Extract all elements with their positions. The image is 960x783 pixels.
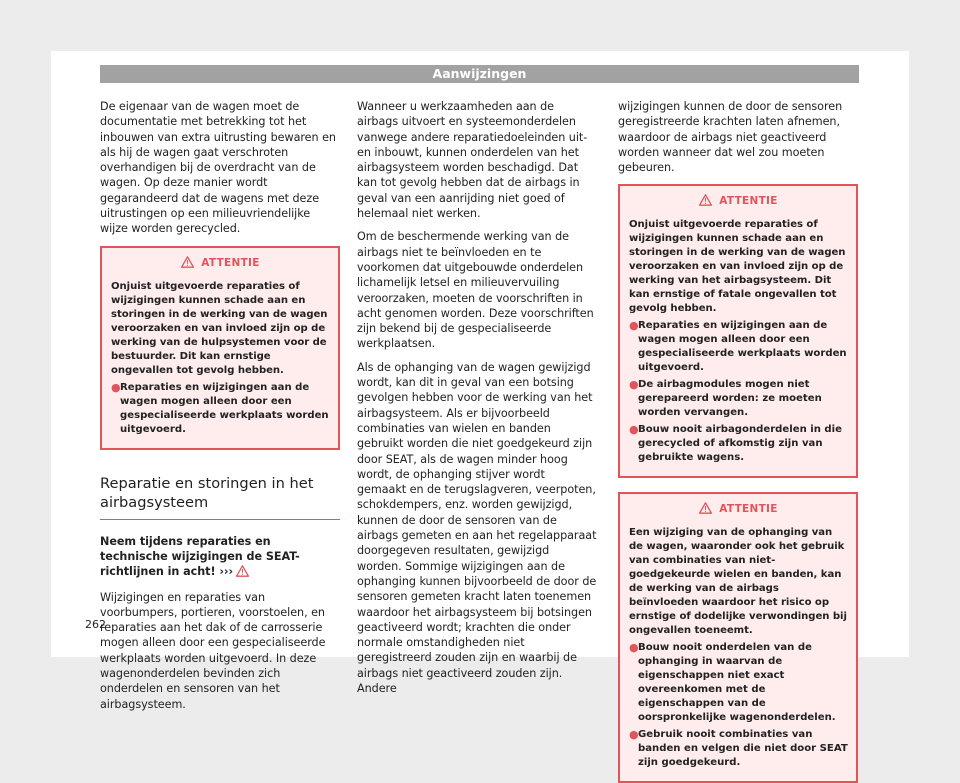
body-paragraph: Wanneer u werkzaamheden aan de airbags uitvoert en systeemonderdelen vanwege andere reparatiedoeleinden uit- en inbouwt, kunnen onderdelen van het airbagsysteem worden beschadigd. Dat kan tot gevolg hebben dat de airbags in geval van een aanrijding niet goed of helemaal niet werken. bbox=[357, 100, 588, 221]
warning-list bbox=[111, 381, 330, 437]
warning-header bbox=[629, 194, 848, 210]
warning-box bbox=[618, 184, 858, 478]
list-item: ● De airbagmodules mogen niet gerepareerd worden: ze moeten worden vervangen. bbox=[629, 378, 822, 419]
list-item: ● Reparaties en wijzigingen aan de wagen mogen alleen door een gespecialiseerde werkplaats worden uitgevoerd. bbox=[111, 380, 329, 435]
warning-text: Onjuist uitgevoerde reparaties of wijzigingen kunnen schade aan en storingen in de werking van de wagen veroorzaken en van invloed zijn op de werking van het airbagsysteem. Dit kan ernstige of fatale ongevallen tot gevolg hebben. bbox=[629, 219, 846, 315]
intro-paragraph: De eigenaar van de wagen moet de documentatie met betrekking tot het inbouwen van extra uitrusting bewaren en als hij de wagen gaat verschroten overhandigen bij de overdracht van de wagen. Op deze manier wordt gegarandeerd dat de wagens met deze uitrustingen op een milieuvriendelijke wijze worden gerecycled. bbox=[100, 100, 336, 236]
list-item: ● Bouw nooit onderdelen van de ophanging in waarvan de eigenschappen niet exact overeenkomen met de eigenschappen van de oorspronkelijke wagenonderdelen. bbox=[629, 641, 836, 724]
warning-label: ATTENTIE bbox=[719, 503, 778, 516]
page-number: 262 bbox=[85, 618, 106, 631]
warning-header bbox=[111, 256, 330, 272]
list-item: ● Bouw nooit airbagonderdelen in die gerecycled of afkomstig zijn van gebruikte wagens. bbox=[629, 423, 842, 464]
list-item: ● Reparaties en wijzigingen aan de wagen mogen alleen door een gespecialiseerde werkplaats worden uitgevoerd. bbox=[629, 319, 847, 374]
warning-box bbox=[100, 246, 340, 450]
body-paragraph: wijzigingen kunnen de door de sensoren geregistreerde krachten laten afnemen, waardoor de airbags niet geactiveerd worden wanneer dat wel zou moeten gebeuren. bbox=[618, 100, 843, 175]
warning-header bbox=[629, 502, 848, 518]
warning-triangle-icon bbox=[181, 256, 194, 272]
bullet-icon: ● bbox=[629, 378, 639, 392]
bullet-icon: ● bbox=[629, 728, 639, 742]
warning-list bbox=[629, 319, 848, 465]
list-item: ● Gebruik nooit combinaties van banden en velgen die niet door SEAT zijn goedgekeurd. bbox=[629, 728, 848, 769]
section-heading: Reparatie en storingen in het airbagsysteem bbox=[100, 474, 340, 520]
body-paragraph: Wijzigingen en reparaties van voorbumpers, portieren, voorstoelen, en reparaties aan het dak of de carrosserie mogen alleen door een gespecialiseerde werkplaats worden uitgevoerd. In deze wagenonderdelen bevinden zich onderdelen en sensoren van het airbagsysteem. bbox=[100, 590, 326, 711]
warning-label: ATTENTIE bbox=[201, 256, 260, 269]
warning-triangle-icon bbox=[699, 502, 712, 518]
warning-text: Onjuist uitgevoerde reparaties of wijzigingen kunnen schade aan en storingen in de werking van de wagen veroorzaken en van invloed zijn op de werking van de hulpsystemen voor de bestuurder. Dit kan ernstige ongevallen tot gevolg hebben. bbox=[111, 280, 328, 376]
body-paragraph: Als de ophanging van de wagen gewijzigd wordt, kan dit in geval van een botsing gevolgen hebben voor de werking van het airbagsysteem. Als er bijvoorbeeld combinaties van wielen en banden gebruikt worden die niet goedgekeurd zijn door SEAT, als de wagen minder hoog wordt, de ophanging stijver wordt gemaakt en de terugslagveren, veerpoten, schokdempers, enz. worden gewijzigd, kunnen de door de sensoren van de airbags gemeten en aan het regelapparaat doorgegeven resultaten, gewijzigd worden. Sommige wijzigingen aan de ophanging kunnen bijvoorbeeld de door de sensoren gemeten kracht laten toenemen waardoor het airbagsysteem bij botsingen geactiveerd wordt; krachten die onder normale omstandigheden niet geregistreerd zouden zijn en waarbij de airbags niet geactiveerd zouden zijn. Andere bbox=[357, 360, 597, 695]
bullet-icon: ● bbox=[111, 380, 121, 394]
bullet-icon: ● bbox=[629, 641, 639, 655]
column-middle bbox=[357, 99, 597, 704]
bullet-icon: ● bbox=[629, 319, 639, 333]
warning-triangle-icon[interactable] bbox=[236, 565, 249, 581]
warning-box bbox=[618, 492, 858, 783]
section-header: Aanwijzingen bbox=[100, 65, 859, 83]
warning-triangle-icon bbox=[699, 194, 712, 210]
manual-page bbox=[51, 51, 909, 769]
column-right bbox=[618, 99, 858, 783]
column-left bbox=[100, 99, 340, 720]
warning-label: ATTENTIE bbox=[719, 195, 778, 208]
bullet-icon: ● bbox=[629, 423, 639, 437]
warning-text: Een wijziging van de ophanging van de wagen, waaronder ook het gebruik van combinaties van niet-goedgekeurde wielen en banden, kan de werking van de airbags beïnvloeden waardoor het risico op ernstige of dodelijke verwondingen bij ongevallen toeneemt. bbox=[629, 527, 847, 637]
warning-list bbox=[629, 641, 848, 770]
bold-lead-paragraph: Neem tijdens reparaties en technische wijzigingen de SEAT-richtlijnen in acht! ››› bbox=[100, 534, 340, 582]
body-paragraph: Om de beschermende werking van de airbags niet te beïnvloeden en te voorkomen dat uitgebouwde onderdelen lichamelijk letsel en milieuvervuiling veroorzaken, moeten de voorschriften in acht genomen worden. Deze voorschriften zijn bekend bij de gespecialiseerde werkplaatsen. bbox=[357, 230, 594, 351]
